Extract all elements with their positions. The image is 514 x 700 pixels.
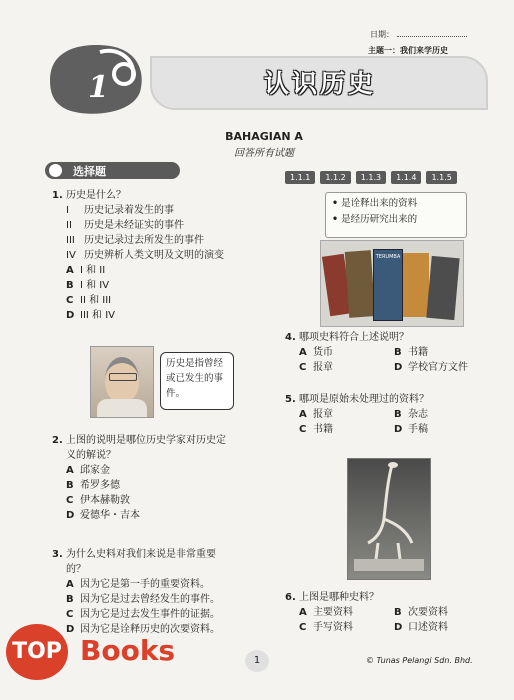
- question-4: [285, 330, 485, 375]
- bullet-text: 是诠释出来的资料: [341, 198, 418, 209]
- option-text: 手写资料: [313, 622, 353, 633]
- q4-text: 哪项史料符合上述说明？: [299, 332, 409, 343]
- option-label: A: [299, 347, 307, 358]
- copyright: © Tunas Pelangi Sdn. Bhd.: [366, 656, 473, 665]
- q1-number: 1.: [52, 190, 63, 201]
- q5-text: 哪项是原始未处理过的资料？: [299, 394, 429, 405]
- question-2: [52, 433, 282, 523]
- statement-text: 历史辨析人类文明及文明的演变: [84, 250, 224, 261]
- q2-text-line1: 上图的说明是哪位历史学家对历史定: [66, 435, 226, 446]
- chapter-banner: [150, 56, 488, 110]
- statement-text: 历史记录着发生的事: [84, 205, 174, 216]
- option-text: 因为它是过去发生事件的证据。: [80, 609, 220, 620]
- option-text: 爱德华・吉本: [80, 510, 140, 521]
- option-text: 报章: [313, 362, 333, 373]
- option-text: 报章: [313, 409, 333, 420]
- option-label: B: [66, 480, 74, 491]
- section-title: BAHAGIAN A: [225, 130, 303, 143]
- option-label: D: [394, 622, 403, 633]
- book-cover-text: TERUMBA: [375, 254, 401, 260]
- chapter-number: 1: [88, 70, 109, 105]
- watermark-logo: [0, 622, 200, 682]
- dinosaur-skeleton-icon: [348, 459, 430, 579]
- q3-text-line1: 为什么史料对我们来说是非常重要: [66, 549, 216, 560]
- option-label: B: [394, 347, 402, 358]
- option-text: 杂志: [408, 409, 428, 420]
- standard-tag: 1.1.2: [320, 171, 350, 184]
- option-label: C: [66, 295, 74, 306]
- option-text: I 和 IV: [80, 280, 110, 291]
- option-text: 书籍: [313, 424, 333, 435]
- option-label: A: [66, 579, 74, 590]
- option-text: 学校官方文件: [408, 362, 468, 373]
- q6-text: 上图是哪种史料？: [299, 592, 379, 603]
- option-label: A: [66, 265, 74, 276]
- option-text: 手稿: [408, 424, 428, 435]
- option-label: D: [394, 424, 403, 435]
- page-number-badge: [245, 650, 269, 672]
- speech-bubble: [160, 352, 234, 410]
- watermark-top: TOP: [6, 624, 68, 680]
- option-label: A: [299, 607, 307, 618]
- books-photo: [320, 240, 464, 327]
- speech-text: 历史是指曾经或已发生的事件。: [166, 358, 224, 399]
- option-label: C: [66, 609, 74, 620]
- option-text: 主要资料: [313, 607, 353, 618]
- bullet-text: 是经历研究出来的: [341, 214, 418, 225]
- option-label: D: [66, 310, 75, 321]
- info-box: • 是诠释出来的资料 • 是经历研究出来的: [325, 192, 467, 238]
- option-label: C: [299, 424, 307, 435]
- option-text: 邱家金: [80, 465, 110, 476]
- option-label: C: [299, 622, 307, 633]
- standard-tag: 1.1.1: [285, 171, 315, 184]
- q3-text-line2: 的？: [66, 564, 86, 575]
- q3-number: 3.: [52, 549, 63, 560]
- option-label: C: [299, 362, 307, 373]
- theme-label: 主题一：我们来学历史: [368, 46, 448, 55]
- statement-roman: IV: [66, 250, 76, 261]
- section-subtitle: 回答所有试题: [234, 148, 294, 159]
- option-text: 希罗多德: [80, 480, 120, 491]
- standard-tag: 1.1.5: [426, 171, 456, 184]
- option-text: 因为它是过去曾经发生的事件。: [80, 594, 220, 605]
- statement-roman: III: [66, 235, 75, 246]
- q6-number: 6.: [285, 592, 296, 603]
- option-label: B: [66, 280, 74, 291]
- date-field: [370, 28, 482, 40]
- statement-text: 历史是未经证实的事件: [84, 220, 184, 231]
- statement-roman: I: [66, 205, 69, 216]
- page-number: 1: [253, 655, 261, 666]
- standard-tags: [285, 171, 457, 184]
- option-text: 因为它是第一手的重要资料。: [80, 579, 210, 590]
- option-text: 因为它是诠释历史的次要资料。: [80, 624, 220, 635]
- q2-text-line2: 义的解说？: [66, 450, 116, 461]
- option-text: 伊本赫勒敦: [80, 495, 130, 506]
- option-label: D: [66, 510, 75, 521]
- standard-tag: 1.1.4: [391, 171, 421, 184]
- question-5: [285, 392, 485, 437]
- chapter-title: 认识历史: [264, 69, 377, 98]
- q2-number: 2.: [52, 435, 63, 446]
- option-text: 书籍: [408, 347, 428, 358]
- statement-roman: II: [66, 220, 72, 231]
- option-text: 货币: [313, 347, 333, 358]
- badge-label: 选择题: [73, 165, 106, 178]
- option-label: D: [66, 624, 75, 635]
- statement-text: 历史记录过去所发生的事件: [84, 235, 204, 246]
- dinosaur-photo: [347, 458, 431, 580]
- q1-text: 历史是什么？: [66, 190, 126, 201]
- historian-photo: [90, 346, 154, 418]
- option-text: 次要资料: [408, 607, 448, 618]
- leaf-icon: [49, 164, 62, 177]
- option-label: C: [66, 495, 74, 506]
- option-label: A: [299, 409, 307, 420]
- q4-number: 4.: [285, 332, 296, 343]
- option-label: B: [394, 409, 402, 420]
- question-6: [285, 590, 485, 635]
- question-1: [52, 188, 282, 323]
- option-label: B: [66, 594, 74, 605]
- watermark-books: Books: [80, 634, 176, 667]
- date-label: 日期：: [370, 30, 394, 39]
- mcq-badge: [45, 162, 180, 179]
- option-label: D: [394, 362, 403, 373]
- q5-number: 5.: [285, 394, 296, 405]
- option-text: III 和 IV: [80, 310, 115, 321]
- option-text: II 和 III: [80, 295, 112, 306]
- standard-tag: 1.1.3: [356, 171, 386, 184]
- option-text: 口述资料: [408, 622, 448, 633]
- option-label: B: [394, 607, 402, 618]
- option-label: A: [66, 465, 74, 476]
- option-text: I 和 II: [80, 265, 106, 276]
